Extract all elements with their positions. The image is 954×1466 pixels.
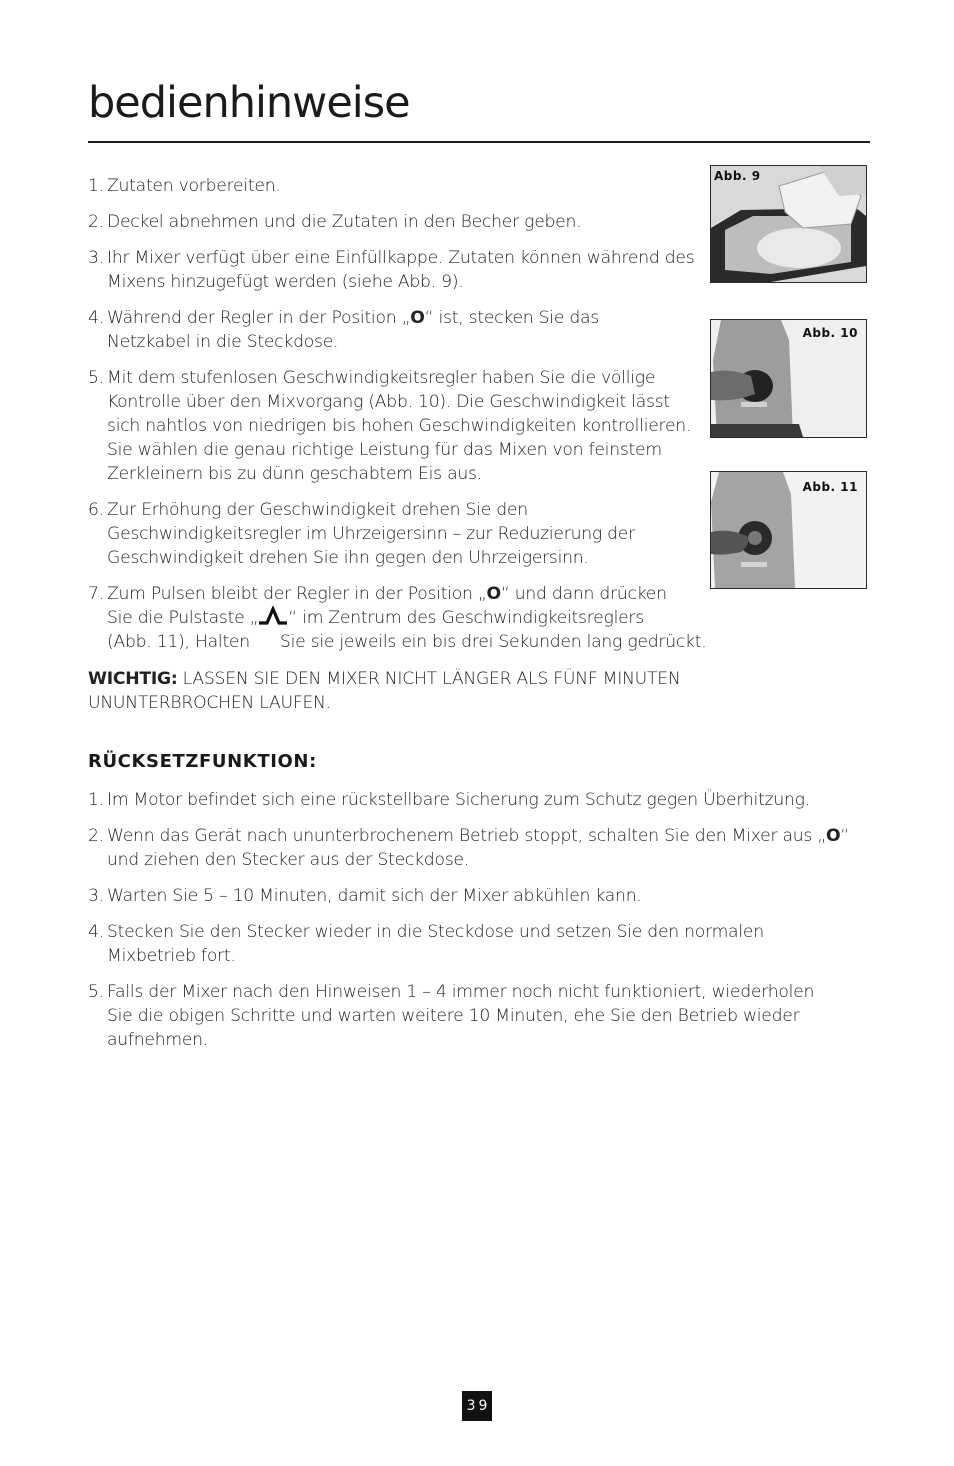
step-text: “ und dann drücken [500, 584, 667, 604]
step-number: 7. [88, 584, 104, 604]
figure-abb-11 [710, 471, 867, 589]
step-text: Während der Regler in der Position „ [107, 308, 411, 328]
step-number: 5. [88, 982, 104, 1002]
step-number: 4. [88, 308, 104, 328]
step-text: aufnehmen. [107, 1030, 209, 1050]
figure-label: Abb. 11 [802, 480, 858, 494]
reset-list [88, 788, 868, 1064]
step-number: 2. [88, 212, 104, 232]
page-number: 39 [462, 1391, 492, 1421]
step-text: Mit dem stufenlosen Geschwindigkeitsregler haben Sie die völlige [107, 368, 656, 388]
list-item [88, 246, 708, 294]
warning-text: UNUNTERBROCHEN LAUFEN. [88, 693, 331, 713]
step-text: Mixbetrieb fort. [107, 946, 236, 966]
list-item [88, 788, 868, 812]
step-text: “ im Zentrum des Geschwindigkeitsreglers [288, 608, 644, 628]
figure-abb-10 [710, 319, 867, 438]
step-number: 1. [88, 790, 104, 810]
list-item [88, 174, 708, 198]
warning-label: WICHTIG: [88, 669, 178, 689]
list-item [88, 498, 708, 570]
off-symbol: O [826, 826, 841, 846]
step-text: Zutaten vorbereiten. [107, 176, 281, 196]
step-text: Sie die Pulstaste „ [107, 608, 259, 628]
list-item [88, 210, 708, 234]
step-text: Ihr Mixer verfügt über eine Einfüllkappe. Zutaten können während des [107, 248, 695, 268]
figure-abb-9 [710, 165, 867, 283]
steps-list [88, 174, 708, 666]
list-item [88, 366, 708, 486]
step-text: Warten Sie 5 – 10 Minuten, damit sich der Mixer abkühlen kann. [107, 886, 642, 906]
step-text: Stecken Sie den Stecker wieder in die Steckdose und setzen Sie den normalen [107, 922, 764, 942]
step-text: und ziehen den Stecker aus der Steckdose. [107, 850, 469, 870]
list-item [88, 582, 708, 654]
step-text: Zum Pulsen bleibt der Regler in der Position „ [107, 584, 487, 604]
list-item [88, 980, 868, 1052]
step-text: Falls der Mixer nach den Hinweisen 1 – 4 immer noch nicht funktioniert, wiederholen [107, 982, 815, 1002]
list-item [88, 920, 868, 968]
step-text: “ [840, 826, 850, 846]
step-text: Wenn das Gerät nach ununterbrochenem Betrieb stoppt, schalten Sie den Mixer aus „ [107, 826, 826, 846]
step-text: Zerkleinern bis zu dünn geschabtem Eis aus. [107, 464, 482, 484]
section-heading: RÜCKSETZFUNKTION: [88, 751, 317, 772]
page-title: bedienhinweise [88, 78, 410, 128]
title-divider [88, 141, 870, 143]
step-text: Zur Erhöhung der Geschwindigkeit drehen Sie den [107, 500, 528, 520]
step-text: Netzkabel in die Steckdose. [107, 332, 339, 352]
off-symbol: O [486, 584, 501, 604]
step-number: 4. [88, 922, 104, 942]
list-item [88, 306, 708, 354]
step-text: Geschwindigkeitsregler im Uhrzeigersinn – zur Reduzierung der [107, 524, 635, 544]
step-text: Deckel abnehmen und die Zutaten in den Becher geben. [107, 212, 582, 232]
figure-label: Abb. 10 [802, 326, 858, 340]
step-number: 2. [88, 826, 104, 846]
list-item [88, 824, 868, 872]
step-number: 1. [88, 176, 104, 196]
step-text: Geschwindigkeit drehen Sie ihn gegen den Uhrzeigersinn. [107, 548, 589, 568]
step-text: Sie wählen die genau richtige Leistung für das Mixen von feinstem [107, 440, 662, 460]
blender-lid-photo [711, 166, 866, 282]
step-text: sich nahtlos von niedrigen bis hohen Geschwindigkeiten kontrollieren. [107, 416, 692, 436]
warning-text: LASSEN SIE DEN MIXER NICHT LÄNGER ALS FÜNF MINUTEN [182, 669, 681, 689]
list-item [88, 884, 868, 908]
step-number: 3. [88, 248, 104, 268]
step-number: 3. [88, 886, 104, 906]
off-symbol: O [410, 308, 425, 328]
step-text: (Abb. 11), Halten [107, 632, 250, 652]
step-text: Mixens hinzugefügt werden (siehe Abb. 9). [107, 272, 464, 292]
warning-note [88, 667, 808, 715]
step-text: Im Motor befindet sich eine rückstellbare Sicherung zum Schutz gegen Überhitzung. [107, 790, 810, 810]
step-text: “ ist, stecken Sie das [424, 308, 599, 328]
step-text: Kontrolle über den Mixvorgang (Abb. 10). Die Geschwindigkeit lässt [107, 392, 670, 412]
step-number: 5. [88, 368, 104, 388]
pulse-icon [258, 606, 288, 626]
figure-label: Abb. 9 [714, 169, 761, 183]
step-text: Sie die obigen Schritte und warten weitere 10 Minuten, ehe Sie den Betrieb wieder [107, 1006, 800, 1026]
step-number: 6. [88, 500, 104, 520]
step-text: Sie sie jeweils ein bis drei Sekunden lang gedrückt. [279, 632, 707, 652]
